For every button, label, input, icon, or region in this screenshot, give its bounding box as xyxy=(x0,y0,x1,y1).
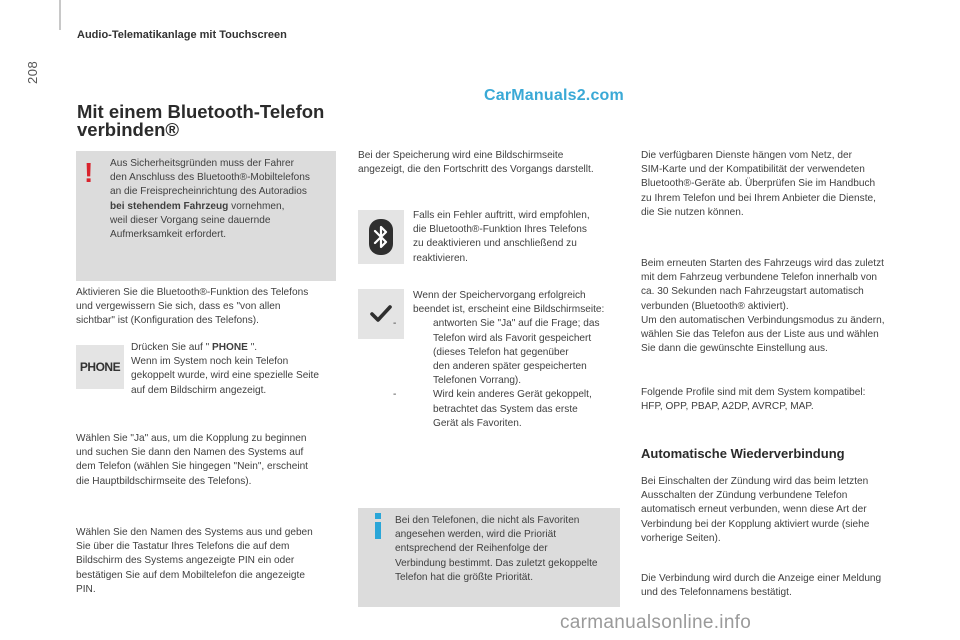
text-line: Bei den Telefonen, die nicht als Favoriten xyxy=(395,515,580,526)
text-line: wählen Sie das Telefon aus der Liste aus und wählen xyxy=(641,329,879,341)
text-line: Verbindung bei der Kopplung aktiviert wurde (siehe xyxy=(641,518,870,530)
text-line: gekoppelt wurde, wird eine spezielle Seite xyxy=(131,370,319,382)
phone-instructions xyxy=(131,341,341,398)
text-line: angesehen werden, wird die Prioriät xyxy=(395,529,557,541)
text-line: SIM-Karte und der Kompatibilität der verwendeten xyxy=(641,164,865,176)
col3-paragraph-5 xyxy=(641,572,921,600)
col2-paragraph-1 xyxy=(358,149,624,177)
text-line: Die Verbindung wird durch die Anzeige einer Meldung xyxy=(641,573,882,584)
text-line: Die verfügbaren Dienste hängen vom Netz, der xyxy=(641,150,852,161)
warning-line: Aus Sicherheitsgründen muss der Fahrer xyxy=(110,158,295,169)
phone-post: ". xyxy=(247,342,258,353)
footer-watermark: carmanualsonline.info xyxy=(560,612,752,633)
warning-line xyxy=(110,200,332,214)
text-line: beendet ist, erscheint eine Bildschirmseite: xyxy=(413,304,605,316)
text-line: zu Ihrem Telefon und bei Ihrem Anbieter die Dienste, xyxy=(641,192,876,204)
warning-line: weil dieser Vorgang seine dauernde xyxy=(110,214,271,226)
bullet-dash: - xyxy=(393,389,397,401)
phone-pre: Drücken Sie auf " xyxy=(131,342,213,353)
text-line: angezeigt, die den Fortschritt des Vorgangs darstellt. xyxy=(358,164,594,176)
text-line: Um den automatischen Verbindungsmodus zu ändern, xyxy=(641,314,885,326)
section-title xyxy=(77,103,324,139)
text-line: Wählen Sie "Ja" aus, um die Kopplung zu beginnen xyxy=(76,433,307,444)
save-success-text xyxy=(393,289,627,431)
text-line: verbunden (Bluetooth® aktiviert). xyxy=(641,300,789,312)
text-line: Wählen Sie den Namen des Systems aus und geben xyxy=(76,527,313,538)
text-line: automatisch erneut verbunden, wenn diese Art der xyxy=(641,504,867,516)
text-line: Sie dann die gewünschte Einstellung aus. xyxy=(641,343,828,355)
text-line: Aktivieren Sie die Bluetooth®-Funktion des Telefons xyxy=(76,287,309,298)
col1-paragraph-2 xyxy=(76,432,338,489)
text-line: entsprechend der Reihenfolge der xyxy=(395,543,548,555)
text-line: Telefon hat die größte Priorität. xyxy=(395,571,534,583)
text-line: Telefonen Vorrang). xyxy=(433,375,522,387)
text-line: Wenn im System noch kein Telefon xyxy=(131,356,289,368)
bluetooth-error-text xyxy=(413,209,625,266)
bullet-item xyxy=(393,317,627,388)
text-line: Wenn der Speichervorgang erfolgreich xyxy=(413,290,586,301)
text-line: Bei Einschalten der Zündung wird das beim letzten xyxy=(641,476,869,487)
watermark: CarManuals2.com xyxy=(484,87,624,104)
phone-bold: PHONE xyxy=(212,342,248,353)
text-line: Folgende Profile sind mit dem System kompatibel: xyxy=(641,387,866,398)
text-line: Bluetooth®-Geräte ab. Überprüfen Sie im Handbuch xyxy=(641,178,876,190)
margin-line xyxy=(59,0,61,30)
section-title-line1: Mit einem Bluetooth-Telefon xyxy=(77,101,325,122)
col3-paragraph-1 xyxy=(641,149,921,220)
text-line: Telefon wird als Favorit gespeichert xyxy=(433,332,592,344)
checkmark-glyph xyxy=(370,305,392,323)
warning-after-bold: vornehmen, xyxy=(228,200,285,212)
text-line: die Bluetooth®-Funktion Ihres Telefons xyxy=(413,224,587,236)
phone-icon-label: PHONE xyxy=(79,360,121,374)
text-line: bestätigen Sie auf dem Mobiltelefon die angezeigte xyxy=(76,569,305,581)
warning-line: Aufmerksamkeit erfordert. xyxy=(110,229,227,241)
info-icon xyxy=(372,513,384,539)
bullet-dash: - xyxy=(393,318,397,330)
text-line: und des Telefonnamens bestätigt. xyxy=(641,587,792,599)
text-line: HFP, OPP, PBAP, A2DP, AVRCP, MAP. xyxy=(641,401,814,413)
text-line: mit dem Fahrzeug verbundene Telefon innerhalb von xyxy=(641,272,878,284)
section-title-line2: verbinden® xyxy=(77,119,180,140)
text-line: antworten Sie "Ja" auf die Frage; das xyxy=(433,318,600,330)
text-line: reaktivieren. xyxy=(413,252,468,264)
text-line: die Sie nutzen können. xyxy=(641,206,744,218)
text-line: Verbindung bestimmt. Das zuletzt gekoppelte xyxy=(395,557,598,569)
text-line: Wird kein anderes Gerät gekoppelt, xyxy=(433,389,592,401)
warning-line: den Anschluss des Bluetooth®-Mobiltelefons xyxy=(110,172,310,184)
text-line: Ausschalten der Zündung verbundene Telefon xyxy=(641,490,848,502)
text-line: Beim erneuten Starten des Fahrzeugs wird das zuletzt xyxy=(641,258,884,269)
text-line: PIN. xyxy=(76,583,96,595)
text-line: Bildschirm des Systems angezeigte PIN ein oder xyxy=(76,555,295,567)
bullet-item xyxy=(393,388,627,431)
col3-paragraph-2 xyxy=(641,257,921,356)
text-line: sichtbar" ist (Konfiguration des Telefons). xyxy=(76,315,259,327)
text-line: dem Telefon (wählen Sie hingegen "Nein", erscheint xyxy=(76,461,308,473)
col1-paragraph-1 xyxy=(76,286,338,329)
text-line: Falls ein Fehler auftritt, wird empfohlen, xyxy=(413,210,590,221)
text-line: und vergewissern Sie sich, dass es "von allen xyxy=(76,301,281,313)
warning-line: an die Freisprecheinrichtung des Autoradios xyxy=(110,186,307,198)
page-header: Audio-Telematikanlage mit Touchscreen xyxy=(77,29,287,41)
exclamation-icon: ! xyxy=(84,157,94,188)
checkmark-icon xyxy=(358,289,404,339)
page-number: 208 xyxy=(25,60,40,84)
text-line: (dieses Telefon hat gegenüber xyxy=(433,346,569,358)
text-line: betrachtet das System das erste xyxy=(433,403,578,415)
col3-paragraph-3 xyxy=(641,386,921,414)
info-text xyxy=(395,514,617,585)
text-line xyxy=(131,341,341,355)
col3-paragraph-4 xyxy=(641,475,921,546)
warning-bold: bei stehendem Fahrzeug xyxy=(110,200,229,212)
text-line: Bei der Speicherung wird eine Bildschirmseite xyxy=(358,150,564,161)
text-line: ca. 30 Sekunden nach Fahrzeugstart automatisch xyxy=(641,286,864,298)
text-line: den anderen später gespeicherten xyxy=(433,361,587,373)
text-line: Gerät als Favoriten. xyxy=(433,417,522,429)
subheading: Automatische Wiederverbindung xyxy=(641,446,845,461)
bluetooth-icon xyxy=(358,210,404,264)
text-line: auf dem Bildschirm angezeigt. xyxy=(131,384,267,396)
text-line: und suchen Sie dann den Namen des Systems auf xyxy=(76,447,304,459)
phone-button-illustration xyxy=(76,345,124,389)
text-line: die Hauptbildschirmseite des Telefons). xyxy=(76,475,252,487)
col1-paragraph-3 xyxy=(76,526,338,597)
text-line: zu deaktivieren und anschließend zu xyxy=(413,238,577,250)
text-line: Sie über die Tastatur Ihres Telefons die auf dem xyxy=(76,541,290,553)
text-line: vorherige Seiten). xyxy=(641,532,721,544)
warning-text xyxy=(110,157,332,242)
bluetooth-glyph xyxy=(369,219,393,255)
